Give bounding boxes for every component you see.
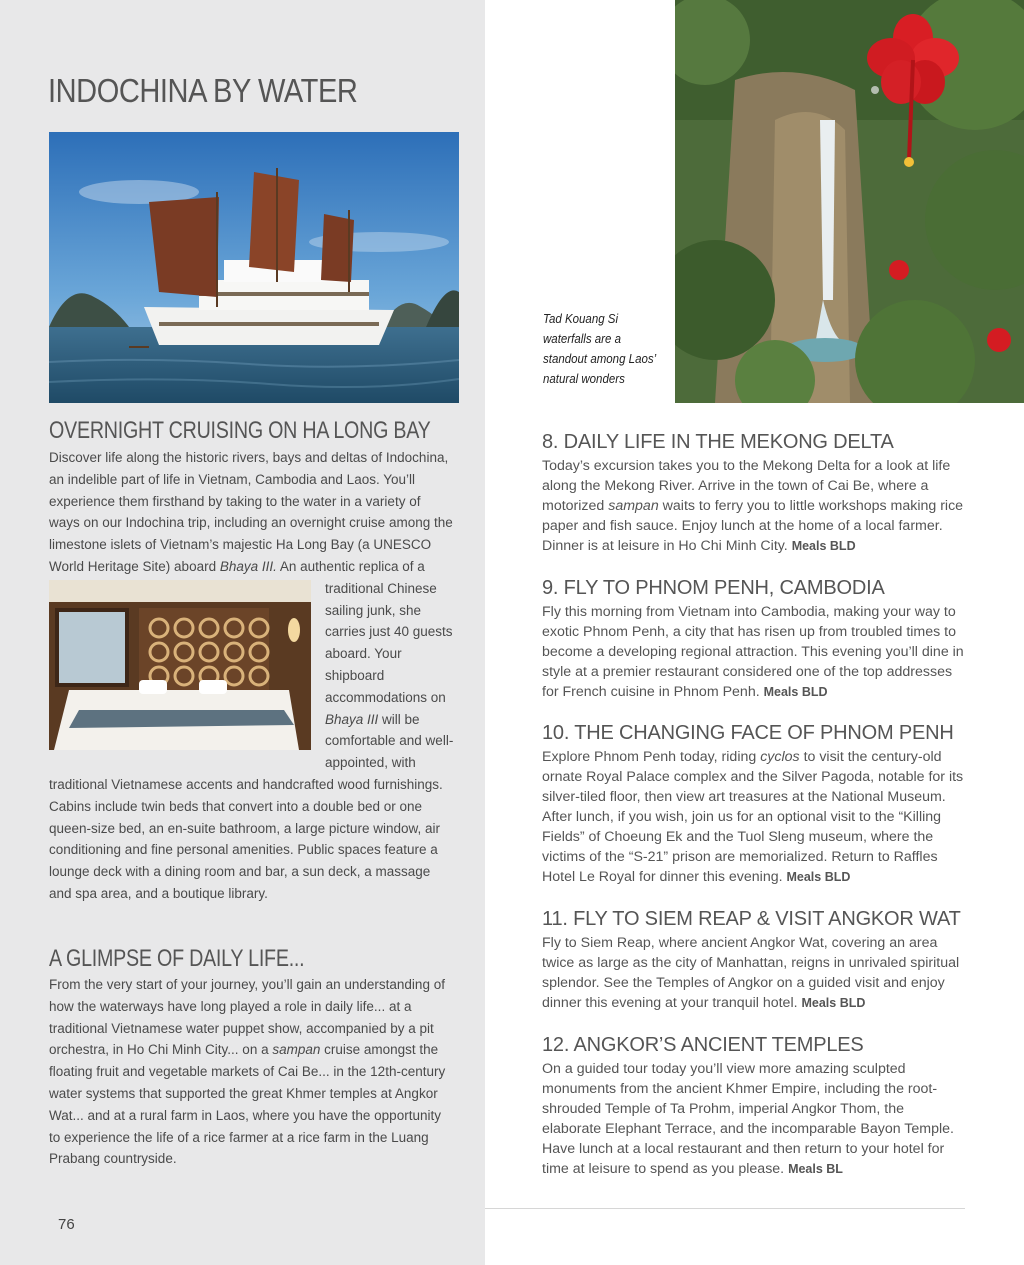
day-italic: cyclos xyxy=(760,749,800,765)
meals-label: Meals BLD xyxy=(786,870,851,884)
day-title: 11. FLY TO SIEM REAP & VISIT ANGKOR WAT xyxy=(542,908,961,930)
itinerary-day-10 xyxy=(542,722,964,887)
waterfall-photo xyxy=(675,0,1024,403)
day-text: Fly to Siem Reap, where ancient Angkor Wat, covering an area twice as large as the city of Manhattan, reigns in unrivaled spiritual splendor. See the Temples of Angkor on a guided visit and enjoy dinner this evening at your tranquil hotel. xyxy=(542,935,960,1011)
day-title: 8. DAILY LIFE IN THE MEKONG DELTA xyxy=(542,431,894,453)
itinerary-day-8 xyxy=(542,431,964,556)
ship-name-2: Bhaya III xyxy=(325,711,379,727)
day-text: Today’s excursion takes you to the Mekong Delta for a look at life along the Mekong River. Arrive in the town of Cai Be, where a motorized xyxy=(542,458,951,514)
sampan-term: sampan xyxy=(272,1042,321,1058)
day-title: 9. FLY TO PHNOM PENH, CAMBODIA xyxy=(542,577,885,599)
page-title: INDOCHINA BY WATER xyxy=(48,72,358,109)
daily-life-text-b: cruise amongst the floating fruit and vegetable markets of Cai Be... in the 12th-century water systems that supported the great Khmer temples at Angkor Wat... and at a rural farm in Laos, where you have the opportunity to experience the life of a rice farmer at a rice farm in the Luang Prabang countryside. xyxy=(49,1042,446,1167)
day-text-b: to visit the century-old ornate Royal Palace complex and the Silver Pagoda, notable for its silver-tiled floor, then view art treasures at the National Museum. After lunch, if you wish, join us for an optional visit to the “Killing Fields” of Choeung Ek and the Tuol Sleng museum, where the victims of the “S-21” prison are memorialized. Return to Raffles Hotel Le Royal for dinner this evening. xyxy=(542,749,964,885)
meals-label: Meals BL xyxy=(788,1162,843,1176)
meals-label: Meals BLD xyxy=(763,685,828,699)
footer-divider xyxy=(485,1208,965,1209)
daily-life-text-a: From the very start of your journey, you’ll gain an understanding of how the waterways have long played a role in daily life... at a traditional Vietnamese water puppet show, accompanied by a pit orchestra, in Ho Chi Minh City... on a xyxy=(49,977,445,1058)
day-text: Fly this morning from Vietnam into Cambodia, making your way to exotic Phnom Penh, a city that has risen up from troubled times to become a developing regional attraction. This evening you’ll dine in style at a premier restaurant considered one of the top addresses for French cuisine in Phnom Penh. xyxy=(542,604,964,700)
page-number: 76 xyxy=(58,1216,75,1233)
meals-label: Meals BLD xyxy=(791,539,856,553)
waterfall-caption: Tad Kouang Si waterfalls are a standout among Laos’ natural wonders xyxy=(543,312,656,386)
junk-boat-photo xyxy=(49,132,459,403)
section-body-cruising xyxy=(49,447,454,905)
day-italic: sampan xyxy=(608,498,659,514)
day-text: Explore Phnom Penh today, riding xyxy=(542,749,761,765)
cabin-photo xyxy=(49,580,311,750)
section-body-daily-life xyxy=(49,974,454,1170)
day-title: 10. THE CHANGING FACE OF PHNOM PENH xyxy=(542,722,954,744)
itinerary-day-9 xyxy=(542,577,964,702)
day-text: On a guided tour today you’ll view more amazing sculpted monuments from the ancient Khmer Empire, including the root-shrouded Temple of Ta Prohm, imperial Angkor Thom, the elaborate Elephant Terrace, and the incomparable Bayon Temple. Have lunch at a local restaurant and then return to your hotel for time at leisure to spend as you please. xyxy=(542,1061,954,1177)
cruising-text-wrap-a: An authentic replica of a traditional Chinese sailing junk, she carries just 40 guests aboard. Your shipboard accommodations on xyxy=(276,558,453,705)
itinerary-day-12 xyxy=(542,1034,964,1179)
meals-label: Meals BLD xyxy=(801,996,866,1010)
cruising-text-wrap-b: will be comfortable and well-appointed, with traditional Vietnamese accents and handcrafted wood furnishings. Cabins include twin beds that convert into a double bed or one queen-size bed, an en-suite bathroom, a large picture window, air conditioning and fine personal amenities. Public spaces feature a lounge deck with a dining room and bar, a sun deck, a massage and spa area, and a boutique library. xyxy=(49,711,454,901)
section-heading-daily-life: A GLIMPSE OF DAILY LIFE... xyxy=(49,945,305,972)
itinerary-day-11 xyxy=(542,908,964,1013)
day-text-b: waits to ferry you to little workshops making rice paper and fish sauce. Enjoy lunch at the home of a local farmer. Dinner is at leisure in Ho Chi Minh City. xyxy=(542,498,964,554)
ship-name: Bhaya III. xyxy=(219,558,277,574)
day-title: 12. ANGKOR’S ANCIENT TEMPLES xyxy=(542,1034,864,1056)
cruising-text-lead: Discover life along the historic rivers, bays and deltas of Indochina, an indelible part of life in Vietnam, Cambodia and Laos. You’ll experience them firsthand by taking to the water in a variety of ways on our Indochina trip, including an overnight cruise among the limestone islets of Vietnam’s majestic Ha Long Bay (a UNESCO World Heritage Site) aboard xyxy=(49,450,453,574)
section-heading-cruising: OVERNIGHT CRUISING ON HA LONG BAY xyxy=(49,417,431,444)
